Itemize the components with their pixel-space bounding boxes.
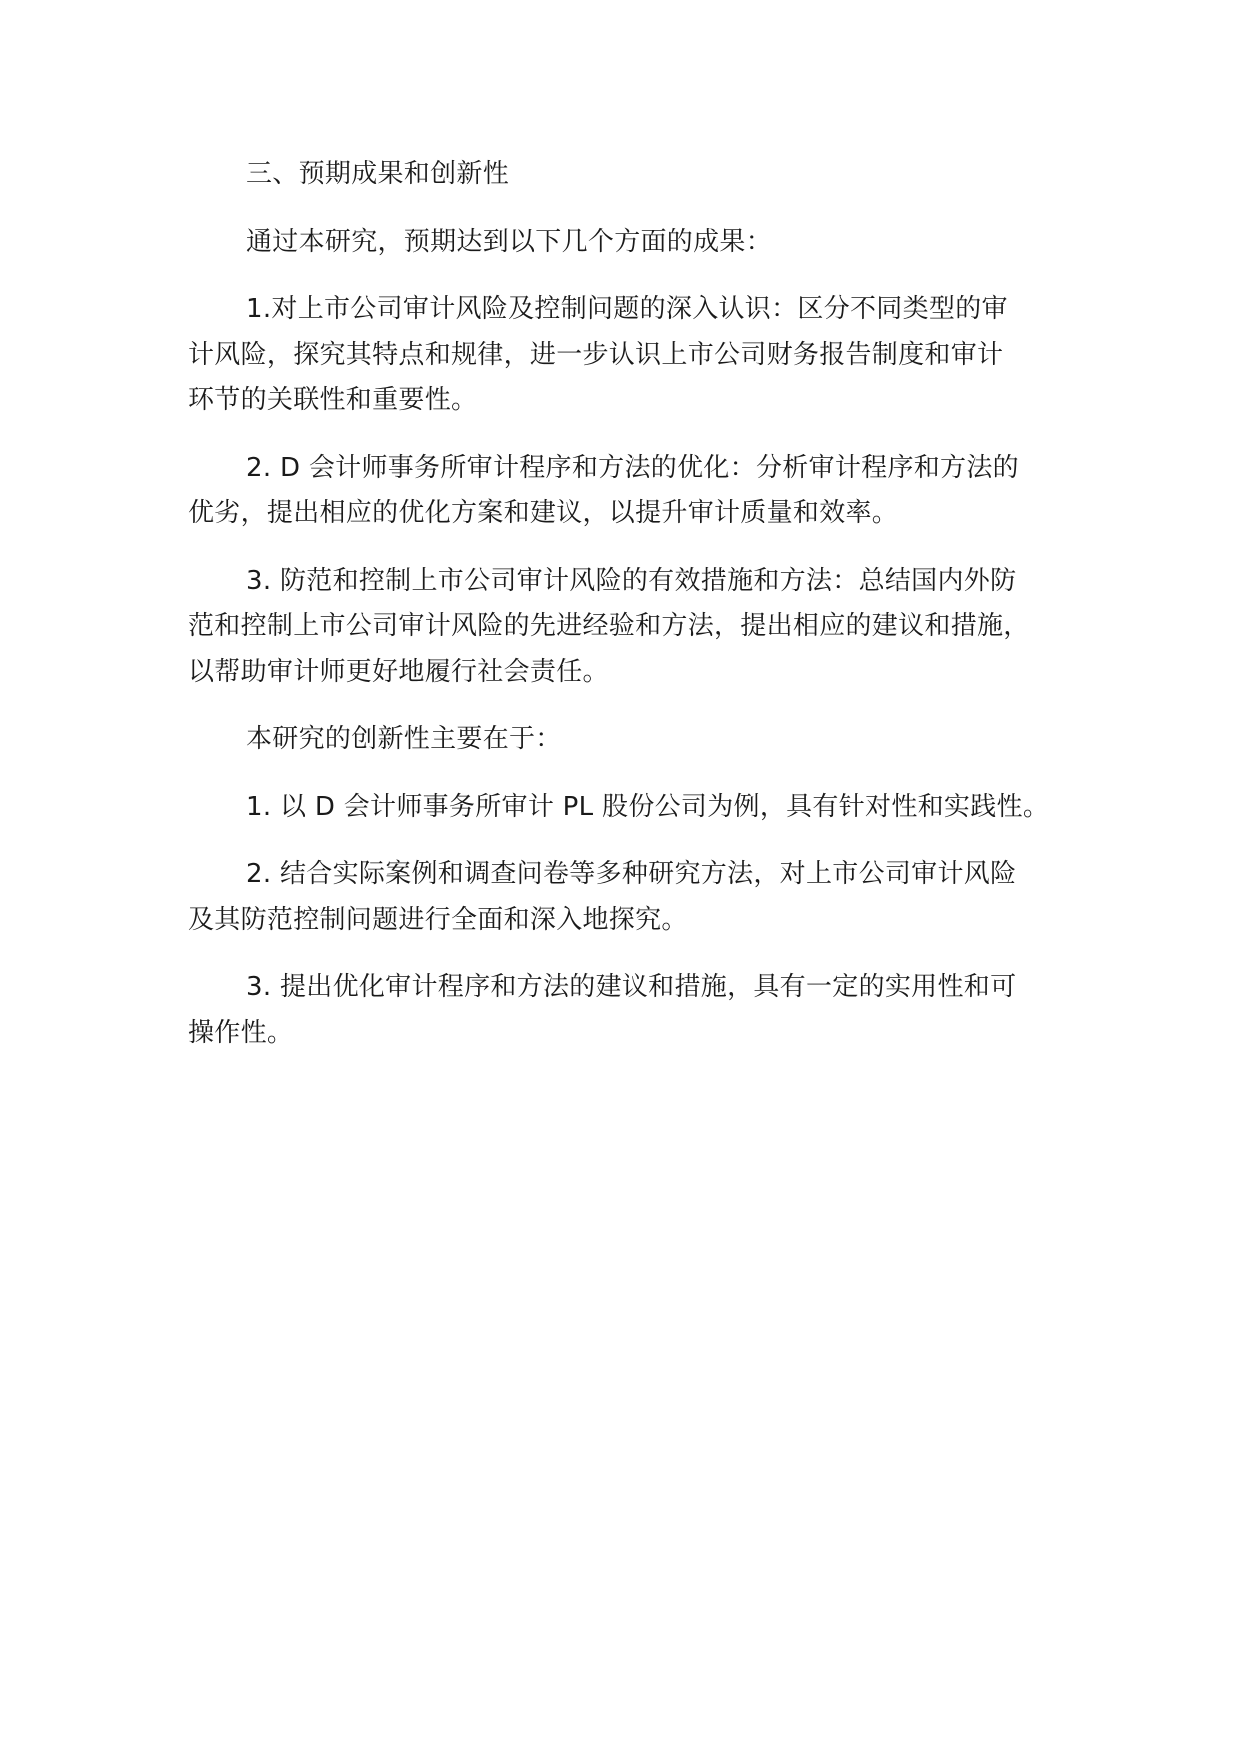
innovation-item-2: 2. 结合实际案例和调查问卷等多种研究方法，对上市公司审计风险 及其防范控制问题进行全面和深入地探究。: [188, 859, 1017, 935]
innovation-intro: 本研究的创新性主要在于：: [246, 724, 562, 754]
outcome-item-1: 1.对上市公司审计风险及控制问题的深入认识：区分不同类型的审 计风险，探究其特点和规律，进一步认识上市公司财务报告制度和审计 环节的关联性和重要性。: [188, 294, 1008, 415]
outcome-item-3: 3. 防范和控制上市公司审计风险的有效措施和方法：总结国内外防 范和控制上市公司审计风险的先进经验和方法，提出相应的建议和措施， 以帮助审计师更好地履行社会责任。: [188, 565, 1030, 687]
innovation-item-3: 3. 提出优化审计程序和方法的建议和措施，具有一定的实用性和可 操作性。: [188, 972, 1017, 1048]
section-heading: 三、预期成果和创新性: [246, 159, 510, 189]
innovation-item-1: 1. 以 D 会计师事务所审计 PL 股份公司为例，具有针对性和实践性。: [246, 791, 1050, 822]
document-body: [188, 152, 1078, 1056]
outcome-item-2: 2. D 会计师事务所审计程序和方法的优化：分析审计程序和方法的 优劣，提出相应的优化方案和建议，以提升审计质量和效率。: [188, 452, 1019, 528]
intro-paragraph: 通过本研究，预期达到以下几个方面的成果：: [246, 226, 773, 257]
